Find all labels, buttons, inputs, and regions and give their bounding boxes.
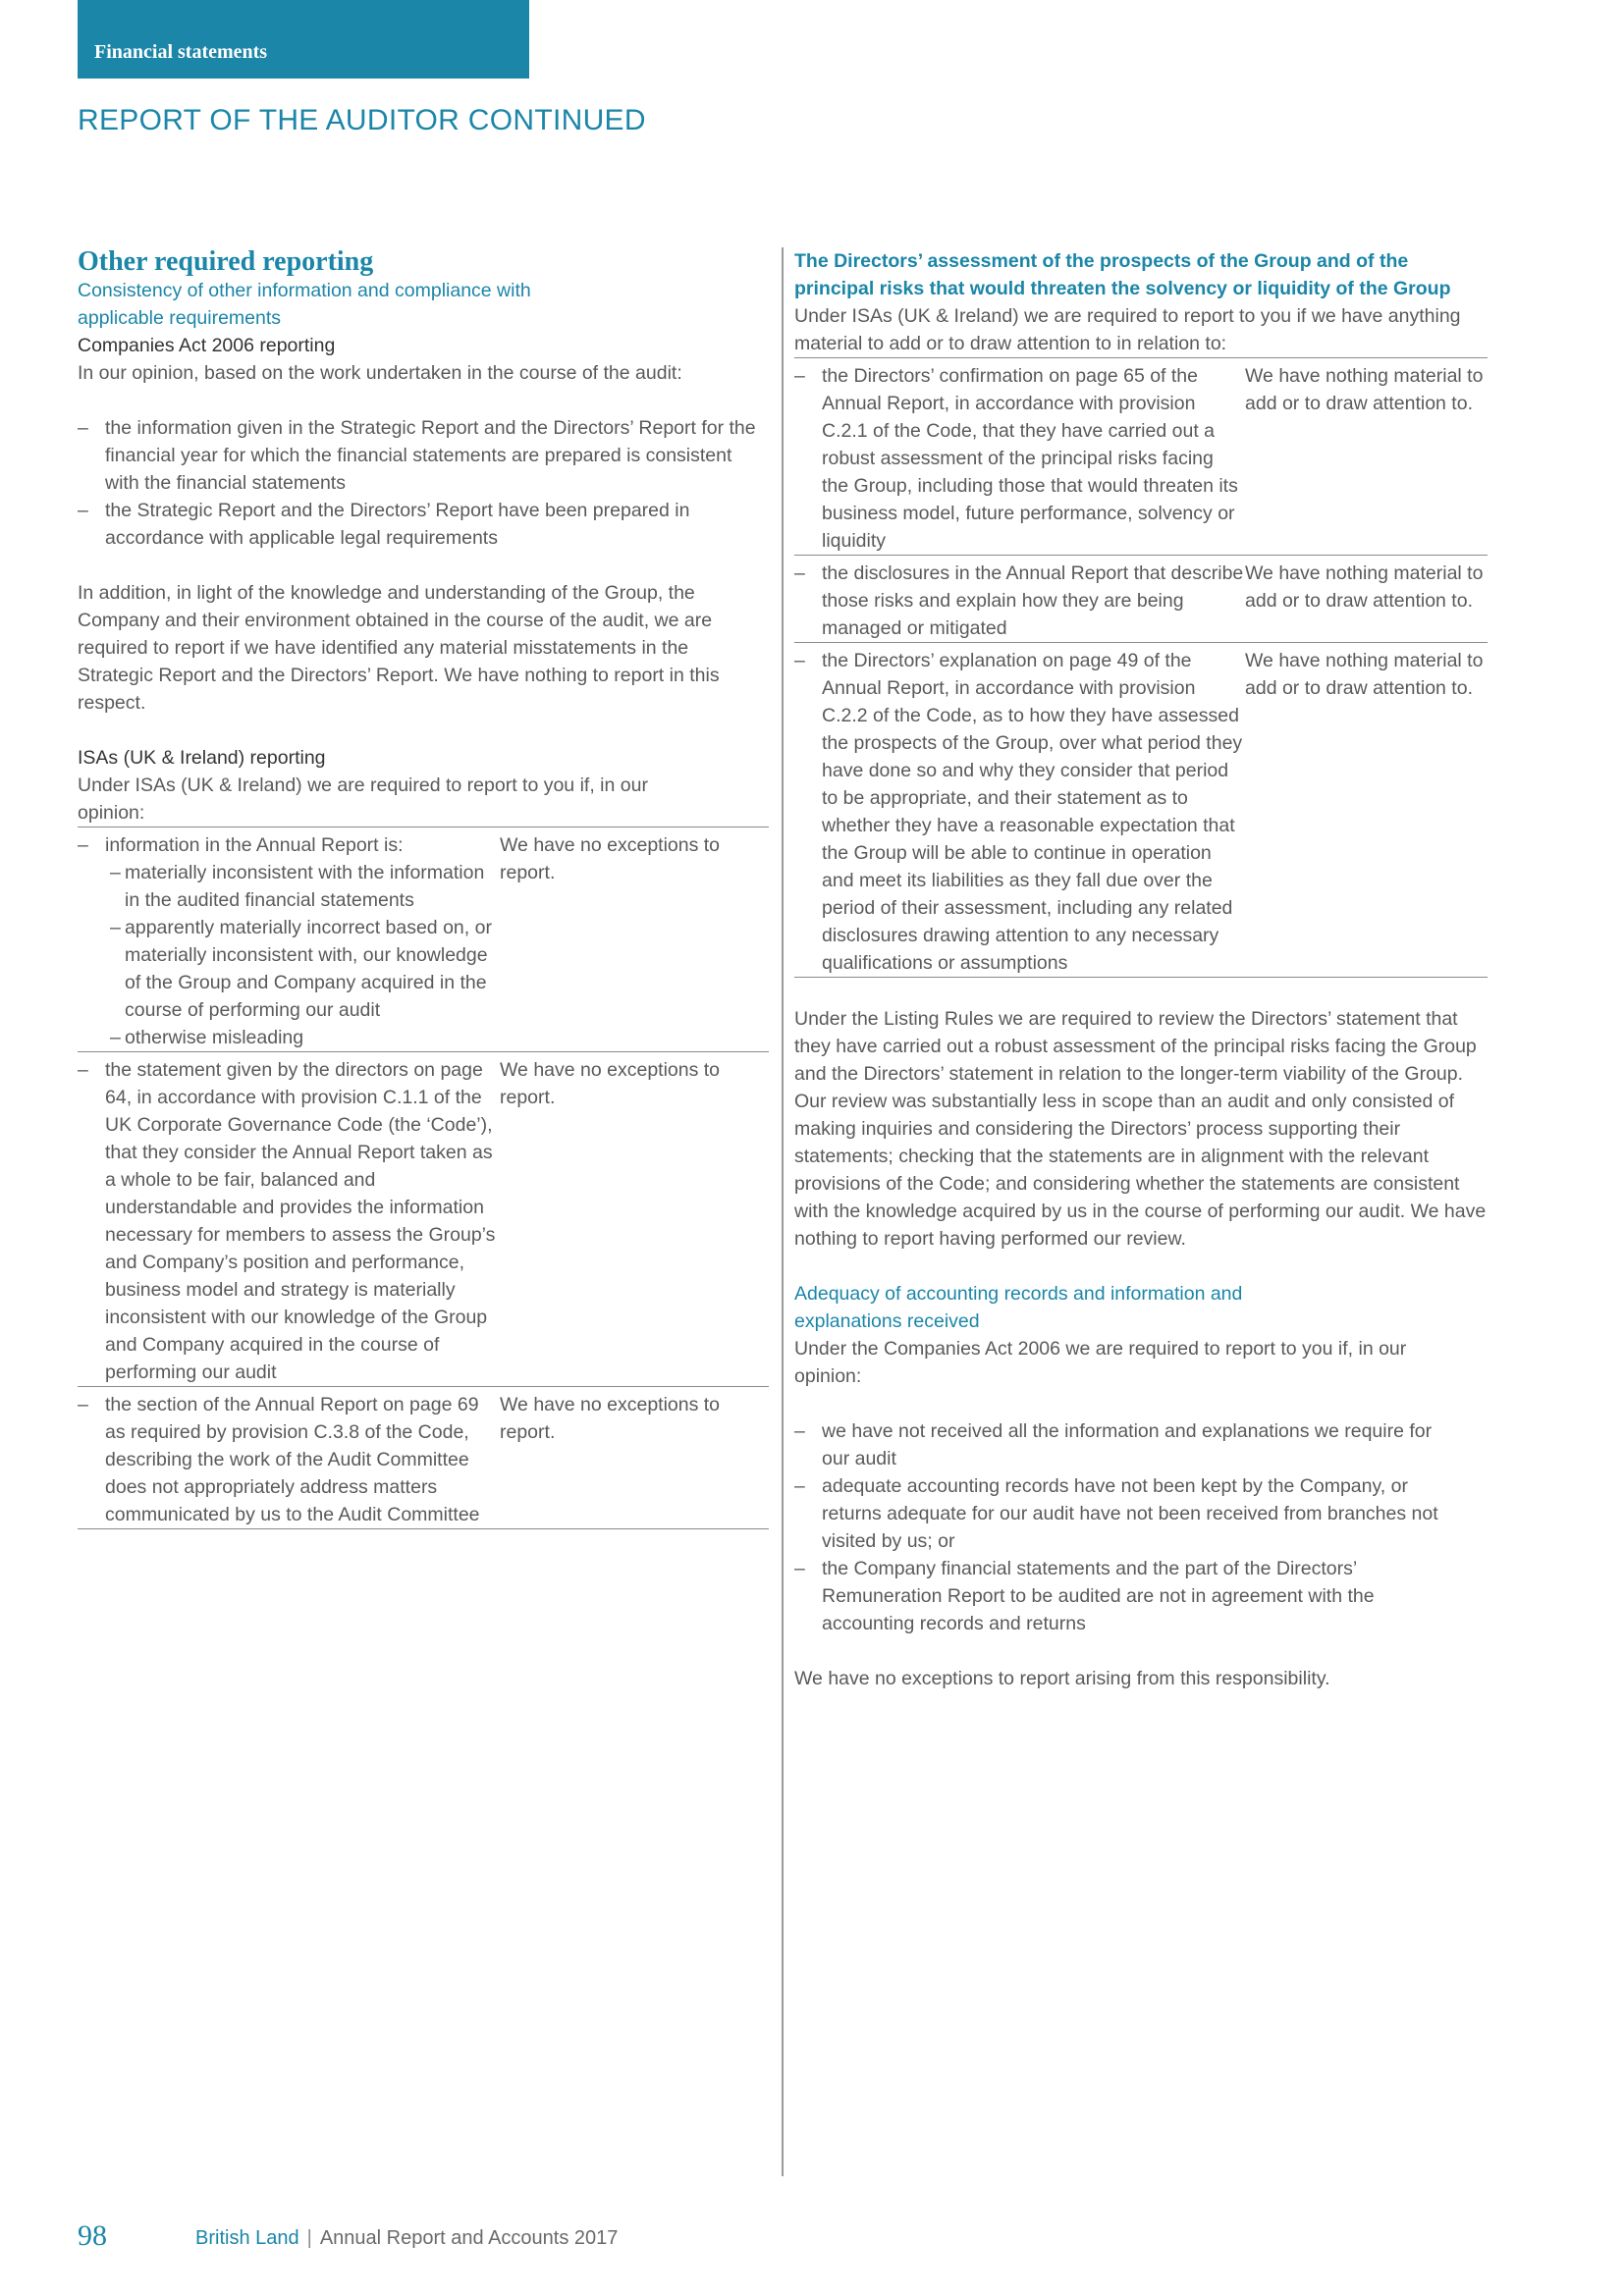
response-cell: We have nothing material to add or to draw attention to. [1245, 562, 1484, 612]
left-column [78, 247, 769, 1529]
consistency-subheading: Consistency of other information and compliance with applicable requirements [78, 280, 531, 329]
running-title: REPORT OF THE AUDITOR CONTINUED [78, 104, 646, 136]
listing-rules-paragraph: Under the Listing Rules we are required to review the Directors’ statement that they have carried out a robust assessment of the principal risks facing the Group and the Directors’ statement in relation to the longer-term viability of the Group. Our review was substantially less in scope than an audit and only consisted of making inquiries and considering the Directors’ process supporting their statements; checking that the statements are in alignment with the relevant provisions of the Code; and considering whether the statements are consistent with the knowledge acquired by us in the course of performing our audit. We have nothing to report having performed our review. [794, 1008, 1487, 1250]
table-cell: the Directors’ explanation on page 49 of the Annual Report, in accordance with provision C.2.2 of the Code, as to how they have assessed the prospects of the Group, over what period they have done so and why they consider that period to be appropriate, and their statement as to whether they have a reasonable expectation that the Group will be able to continue in operation and meet its liabilities as they fall due over the period of their assessment, including any related disclosures drawing attention to any necessary qualifications or assumptions [822, 650, 1243, 974]
companies-act-title: Companies Act 2006 reporting [78, 335, 336, 356]
table-cell: the section of the Annual Report on page 69 as required by provision C.3.8 of the Code, describing the work of the Audit Committee does not appropriately address matters communicated by us to the Audit Committee [105, 1394, 480, 1525]
isas-intro: Under ISAs (UK & Ireland) we are required to report to you if, in our opinion: [78, 774, 648, 824]
other-required-reporting-heading: Other required reporting [78, 246, 374, 277]
sub-item-text: materially inconsistent with the information in the audited financial statements [125, 862, 485, 911]
response-cell: We have nothing material to add or to draw attention to. [1245, 650, 1484, 699]
page-number: 98 [78, 2219, 107, 2252]
table-cell: the disclosures in the Annual Report that describe those risks and explain how they are being managed or mitigated [822, 562, 1244, 639]
sub-item: – otherwise misleading [110, 1027, 304, 1048]
sub-item-text: apparently materially incorrect based on, or materially inconsistent with, our knowledge of the Group and Company acquired in the course of performing our audit [125, 917, 492, 1021]
prospects-heading: The Directors’ assessment of the prospects of the Group and of the principal risks that would threaten the solvency or liquidity of the Group [794, 250, 1451, 299]
table-row [794, 643, 1488, 978]
dash: – [794, 650, 805, 671]
isas-table [78, 827, 769, 1529]
table-row [78, 1052, 769, 1387]
closing-paragraph: We have no exceptions to report arising from this responsibility. [794, 1668, 1330, 1689]
list-item: – adequate accounting records have not been kept by the Company, or returns adequate for our audit have not been received from branches not visited by us; or [794, 1472, 1462, 1555]
dash: – [78, 1059, 88, 1081]
dash: – [78, 834, 88, 856]
adequacy-heading: Adequacy of accounting records and information and explanations received [794, 1283, 1243, 1332]
companies-act-intro: In our opinion, based on the work undertaken in the course of the audit: [78, 362, 682, 384]
list-item: – the Company financial statements and the part of the Directors’ Remuneration Report to be audited are not in agreement with the accounting records and returns [794, 1555, 1462, 1637]
table-row [794, 556, 1488, 643]
sub-item: – materially inconsistent with the information in the audited financial statements [110, 862, 485, 911]
list-item: – the Strategic Report and the Directors’ Report have been prepared in accordance with applicable legal requirements [78, 497, 769, 552]
prospects-table [794, 357, 1488, 978]
table-cell: the Directors’ confirmation on page 65 of the Annual Report, in accordance with provision C.2.1 of the Code, that they have carried out a robust assessment of the principal risks facing the Group, including those that would threaten its business model, future performance, solvency or liquidity [822, 365, 1238, 552]
adequacy-bullets [794, 1417, 1462, 1637]
table-row [78, 1387, 769, 1529]
table-row [794, 358, 1488, 556]
list-item: – we have not received all the information and explanations we require for our audit [794, 1417, 1462, 1472]
isas-title: ISAs (UK & Ireland) reporting [78, 747, 326, 769]
table-cell: the statement given by the directors on page 64, in accordance with provision C.1.1 of the UK Corporate Governance Code (the ‘Code’), that they consider the Annual Report taken as a whole to be fair, balanced and understandable and provides the information necessary for members to assess the Group’s and Company’s position and performance, business model and strategy is materially inconsistent with our knowledge of the Group and Company acquired in the course of performing our audit [105, 1059, 496, 1383]
report-title: Annual Report and Accounts 2017 [319, 2227, 619, 2249]
footer-brand-line [195, 2227, 618, 2250]
brand-name: British Land [195, 2227, 299, 2249]
companies-act-bullets [78, 414, 769, 552]
dash: – [78, 1394, 88, 1415]
dash: – [794, 365, 805, 387]
response-cell: We have no exceptions to report. [500, 834, 721, 883]
sub-item-text: otherwise misleading [125, 1027, 304, 1048]
sub-item: – apparently materially incorrect based on, or materially inconsistent with, our knowledge of the Group and Company acquired in the course of performing our audit [110, 917, 492, 1021]
response-cell: We have no exceptions to report. [500, 1059, 721, 1108]
response-cell: We have nothing material to add or to draw attention to. [1245, 365, 1484, 414]
section-tab: Financial statements [78, 0, 529, 79]
dash: – [794, 562, 805, 584]
row-lead: information in the Annual Report is: [105, 834, 404, 856]
right-column [794, 247, 1488, 1692]
table-row [78, 828, 769, 1052]
prospects-intro: Under ISAs (UK & Ireland) we are required to report to you if we have anything material to add or to draw attention to in relation to: [794, 305, 1461, 354]
response-cell: We have no exceptions to report. [500, 1394, 721, 1443]
list-item: – the information given in the Strategic Report and the Directors’ Report for the financial year for which the financial statements are prepared is consistent with the financial statements [78, 414, 769, 497]
column-divider [782, 247, 784, 2176]
adequacy-intro: Under the Companies Act 2006 we are required to report to you if, in our opinion: [794, 1338, 1407, 1387]
addition-paragraph: In addition, in light of the knowledge and understanding of the Group, the Company and their environment obtained in the course of the audit, we are required to report if we have identified any material misstatements in the Strategic Report and the Directors’ Report. We have nothing to report in this respect. [78, 582, 720, 714]
footer-separator: | [306, 2227, 312, 2249]
table-cell [105, 828, 500, 1052]
